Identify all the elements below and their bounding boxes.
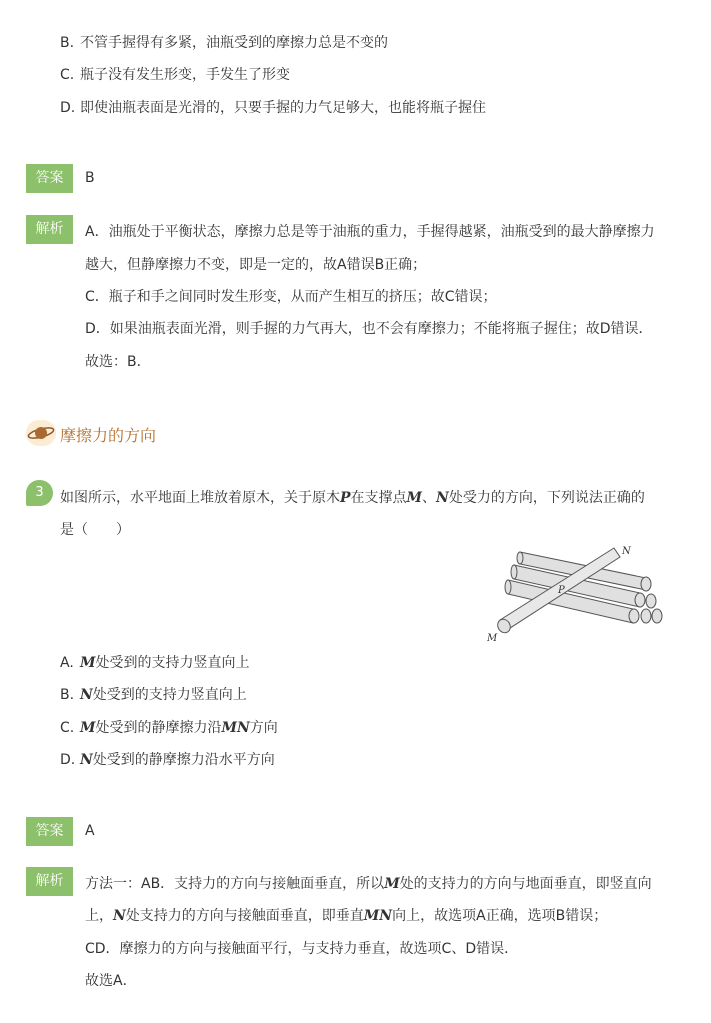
explanation-line: 上，N处支持力的方向与接触面垂直，即垂直MN向上，故选项A正确，选项B错误；: [85, 908, 608, 924]
option-b: B. 不管手握得有多紧，油瓶受到的摩擦力总是不变的: [60, 35, 388, 51]
explanation-line: 方法一：AB．支持力的方向与接触面垂直，所以M处的支持力的方向与地面垂直，即竖直向: [85, 876, 652, 892]
label-m: M: [487, 633, 498, 644]
answer-value: A: [85, 823, 95, 839]
explanation-line: C．瓶子和手之间同时发生形变，从而产生相互的挤压；故C错误；: [85, 289, 497, 305]
answer-value: B: [85, 170, 95, 186]
option-b: B. N处受到的支持力竖直向上: [60, 687, 247, 703]
explanation-line: 故选：B．: [85, 354, 151, 370]
planet-icon: [26, 420, 56, 446]
option-a: A. M处受到的支持力竖直向上: [60, 655, 250, 671]
explanation-tag: 解析: [26, 867, 73, 896]
question-number-badge: 3: [26, 480, 53, 506]
question-stem-line2: 是（ ）: [60, 522, 130, 538]
logs-figure: [480, 540, 670, 648]
explanation-line: 越大，但静摩擦力不变，即是一定的，故A错误B正确；: [85, 257, 427, 273]
answer-tag: 答案: [26, 817, 73, 846]
explanation-line: CD．摩擦力的方向与接触面平行，与支持力垂直，故选项C、D错误．: [85, 941, 519, 957]
explanation-line: 故选A．: [85, 973, 137, 989]
option-c: C. M处受到的静摩擦力沿MN方向: [60, 720, 278, 736]
explanation-tag: 解析: [26, 215, 73, 244]
explanation-line: A．油瓶处于平衡状态，摩擦力总是等于油瓶的重力，手握得越紧，油瓶受到的最大静摩擦力: [85, 224, 655, 240]
option-d: D. N处受到的静摩擦力沿水平方向: [60, 752, 275, 768]
label-n: N: [622, 546, 631, 557]
label-p: P: [558, 585, 565, 596]
option-d: D. 即使油瓶表面是光滑的，只要手握的力气足够大，也能将瓶子握住: [60, 100, 486, 116]
answer-tag: 答案: [26, 164, 73, 193]
question-stem: 如图所示，水平地面上堆放着原木，关于原木P在支撑点M、N处受力的方向，下列说法正确的: [60, 490, 645, 506]
option-c: C. 瓶子没有发生形变，手发生了形变: [60, 67, 290, 83]
section-title: 摩擦力的方向: [60, 426, 157, 445]
explanation-line: D．如果油瓶表面光滑，则手握的力气再大，也不会有摩擦力；不能将瓶子握住；故D错误．: [85, 321, 653, 337]
